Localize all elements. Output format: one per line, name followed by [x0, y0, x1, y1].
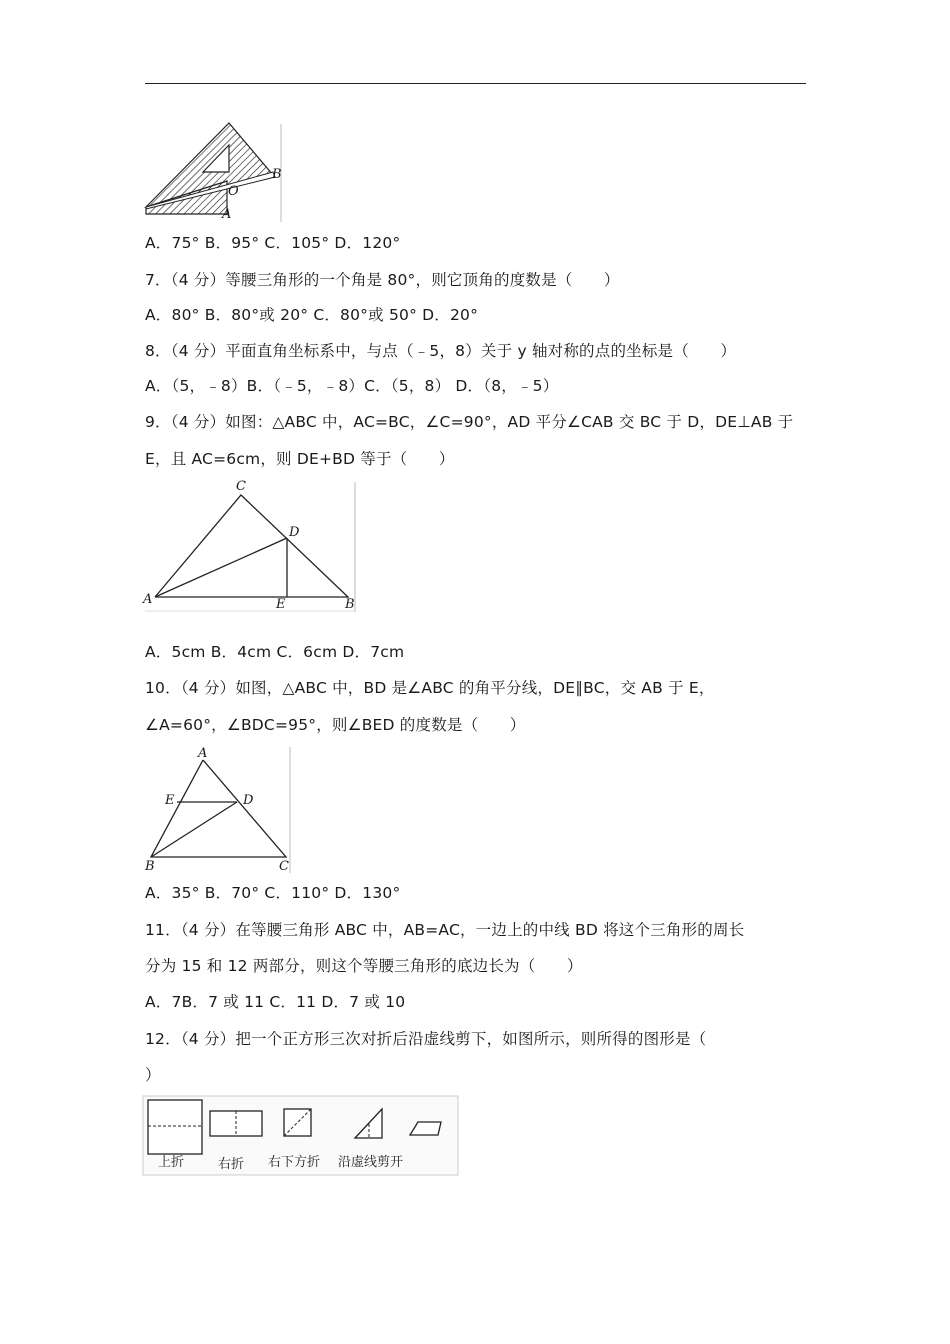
header-rule — [145, 83, 806, 84]
q7-options: A．80° B．80°或 20° C．80°或 50° D．20° — [145, 306, 479, 324]
q7-stem: 7．（4 分）等腰三角形的一个角是 80°，则它顶角的度数是（ ） — [145, 271, 620, 289]
label-c: C — [279, 859, 289, 874]
label-b: B — [145, 859, 155, 874]
q9-triangle-figure — [143, 478, 358, 614]
segment-ad — [155, 538, 287, 597]
q12-stem-line2: ） — [145, 1066, 161, 1084]
q10-stem-line2: ∠A=60°，∠BDC=95°，则∠BED 的度数是（ ） — [145, 716, 526, 734]
q11-options: A．7B．7 或 11 C．11 D．7 或 10 — [145, 993, 406, 1011]
triangle-abc — [151, 760, 286, 857]
fold-step-1 — [148, 1100, 202, 1154]
label-a: A — [143, 592, 153, 607]
caption-fold-up: 上折 — [158, 1155, 185, 1170]
label-b: B — [345, 597, 355, 612]
label-e: E — [276, 597, 286, 612]
q9-stem-line1: 9．（4 分）如图：△ABC 中，AC=BC，∠C=90°，AD 平分∠CAB 交 BC 于 D，DE⊥AB 于 — [145, 413, 794, 431]
caption-fold-right: 右折 — [218, 1157, 245, 1172]
q6-options: A．75° B．95° C．105° D．120° — [145, 234, 401, 252]
set-square-figure — [143, 120, 288, 224]
label-d: D — [243, 793, 254, 808]
q11-stem-line2: 分为 15 和 12 两部分，则这个等腰三角形的底边长为（ ） — [145, 957, 583, 975]
q10-stem-line1: 10．（4 分）如图，△ABC 中，BD 是∠ABC 的角平分线，DE∥BC，交 AB 于 E， — [145, 679, 715, 697]
q12-stem-line1: 12．（4 分）把一个正方形三次对折后沿虚线剪下，如图所示，则所得的图形是（ — [145, 1030, 707, 1048]
caption-cut: 沿虚线剪开 — [338, 1155, 404, 1170]
q8-options: A．（5，﹣8）B．（﹣5，﹣8）C．（5，8） D．（8，﹣5） — [145, 377, 559, 395]
q9-stem-line2: E，且 AC=6cm，则 DE+BD 等于（ ） — [145, 450, 455, 468]
label-c: C — [236, 479, 246, 494]
q10-options: A．35° B．70° C．110° D．130° — [145, 884, 401, 902]
label-o: O — [228, 184, 239, 199]
label-a: A — [198, 746, 208, 761]
label-d: D — [289, 525, 300, 540]
label-a: A — [222, 207, 232, 222]
q11-stem-line1: 11．（4 分）在等腰三角形 ABC 中，AB=AC，一边上的中线 BD 将这个三角形的周长 — [145, 921, 745, 939]
label-b: B — [272, 167, 282, 182]
triangle-abc — [155, 495, 348, 597]
q9-options: A．5cm B．4cm C．6cm D．7cm — [145, 643, 405, 661]
segment-bd — [151, 802, 237, 857]
q10-triangle-figure — [143, 745, 293, 875]
q12-folding-figure — [142, 1095, 460, 1177]
q8-stem: 8．（4 分）平面直角坐标系中，与点（﹣5，8）关于 y 轴对称的点的坐标是（ ） — [145, 342, 737, 360]
caption-fold-bottom-right: 右下方折 — [268, 1155, 321, 1170]
label-e: E — [165, 793, 175, 808]
